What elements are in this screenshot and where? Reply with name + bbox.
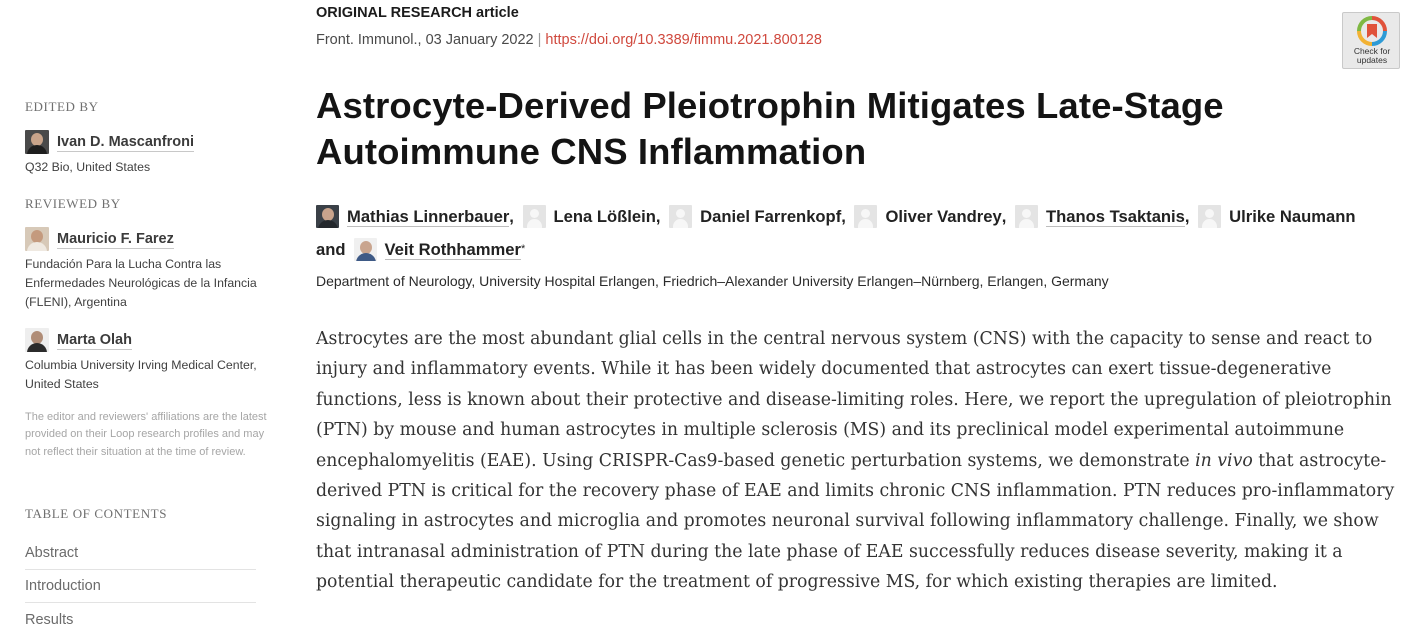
author-item: Oliver Vandrey , xyxy=(854,203,1006,230)
author-affiliation: Department of Neurology, University Hospital Erlangen, Friedrich–Alexander University Erlangen–Nürnberg, Erlangen, Germany xyxy=(316,273,1109,289)
article-title: Astrocyte-Derived Pleiotrophin Mitigates Late-Stage Autoimmune CNS Inflammation xyxy=(316,85,1224,172)
reviewer-2-affiliation: Columbia University Irving Medical Center, United States xyxy=(25,358,257,391)
toc-item-abstract[interactable]: Abstract xyxy=(25,536,256,570)
edited-by-heading: EDITED BY xyxy=(25,99,99,114)
toc-item-introduction[interactable]: Introduction xyxy=(25,569,256,603)
journal-date: Front. Immunol., 03 January 2022 xyxy=(316,32,534,48)
check-for-updates-label: Check for updates xyxy=(1353,46,1391,65)
reviewed-by-heading: REVIEWED BY xyxy=(25,196,121,211)
abstract-text: Astrocytes are the most abundant glial cells in the central nervous system (CNS) with the capacity to sense and react to injury and inflammatory events. While it has been widely documented that astrocytes can exert tissue-degenerative functions, less is known about their protective and disease-limiting roles. Here, we report the upregulation of pleiotrophin (PTN) by mouse and human astrocytes in multiple sclerosis (MS) and its preclinical model experimental autoimmune encephalomyelitis (EAE). Using CRISPR-Cas9-based genetic perturbation systems, we demonstrate in vivo that astrocyte-derived PTN is critical for the recovery phase of EAE and limits chronic CNS inflammation. PTN reduces pro-inflammatory signaling in astrocytes and microglia and promotes neuronal survival following inflammatory challenge. Finally, we show that intranasal administration of PTN during the late phase of EAE successfully reduces disease severity, making it a potential therapeutic candidate for the treatment of progressive MS, for which existing therapies are limited. xyxy=(316,329,1395,593)
reviewer-2-avatar[interactable] xyxy=(25,328,49,352)
citation-line xyxy=(316,32,822,48)
author-name-link[interactable]: Veit Rothhammer xyxy=(384,239,521,259)
author-placeholder-icon[interactable] xyxy=(523,205,546,228)
reviewer-1 xyxy=(25,227,280,312)
reviewer-1-affiliation: Fundación Para la Lucha Contra las Enfermedades Neurológicas de la Infancia (FLENI), Argentina xyxy=(25,257,257,309)
reviewer-1-avatar[interactable] xyxy=(25,227,49,251)
author-item: Lena Lößlein , xyxy=(523,203,661,230)
reviewer-2 xyxy=(25,328,280,394)
author-placeholder-icon[interactable] xyxy=(1198,205,1221,228)
editor-avatar[interactable] xyxy=(25,130,49,154)
author-name-link[interactable]: Thanos Tsaktanis xyxy=(1045,206,1185,226)
author-name-link[interactable]: Ulrike Naumann xyxy=(1229,207,1356,226)
author-placeholder-icon[interactable] xyxy=(669,205,692,228)
author-list xyxy=(316,203,1406,263)
author-name-link[interactable]: Oliver Vandrey xyxy=(885,207,1002,226)
reviewer-2-name-link[interactable]: Marta Olah xyxy=(57,331,132,348)
affiliations-note: The editor and reviewers' affiliations are the latest provided on their Loop research profiles and may not reflect their situation at the time of review. xyxy=(25,411,267,458)
author-item: Daniel Farrenkopf , xyxy=(669,203,846,230)
editor xyxy=(25,130,280,177)
reviewer-1-name-link[interactable]: Mauricio F. Farez xyxy=(57,230,174,247)
author-item xyxy=(1198,205,1355,228)
editor-name-link[interactable]: Ivan D. Mascanfroni xyxy=(57,133,194,150)
author-placeholder-icon[interactable] xyxy=(854,205,877,228)
toc-heading: TABLE OF CONTENTS xyxy=(25,506,168,521)
author-name-link[interactable]: Daniel Farrenkopf xyxy=(700,207,842,226)
author-placeholder-icon[interactable] xyxy=(1015,205,1038,228)
abstract-italic: in vivo xyxy=(1195,450,1253,471)
author-avatar[interactable] xyxy=(316,205,339,228)
doi-link[interactable]: https://doi.org/10.3389/fimmu.2021.800128 xyxy=(545,32,822,48)
author-avatar[interactable] xyxy=(354,238,377,261)
check-for-updates-button[interactable] xyxy=(1342,12,1400,69)
article-type: ORIGINAL RESEARCH article xyxy=(316,5,519,21)
author-name-link[interactable]: Lena Lößlein xyxy=(553,207,656,226)
corresponding-marker: * xyxy=(520,243,526,255)
author-name-link[interactable]: Mathias Linnerbauer xyxy=(347,206,510,226)
citation-separator: | xyxy=(537,32,542,48)
toc-item-results[interactable]: Results xyxy=(25,612,74,628)
author-item: Mathias Linnerbauer , xyxy=(316,203,514,230)
author-item xyxy=(316,236,525,263)
author-item: Thanos Tsaktanis , xyxy=(1015,203,1190,230)
and-word: and xyxy=(316,240,346,259)
editor-affiliation: Q32 Bio, United States xyxy=(25,160,151,174)
check-for-updates-icon xyxy=(1357,16,1387,46)
